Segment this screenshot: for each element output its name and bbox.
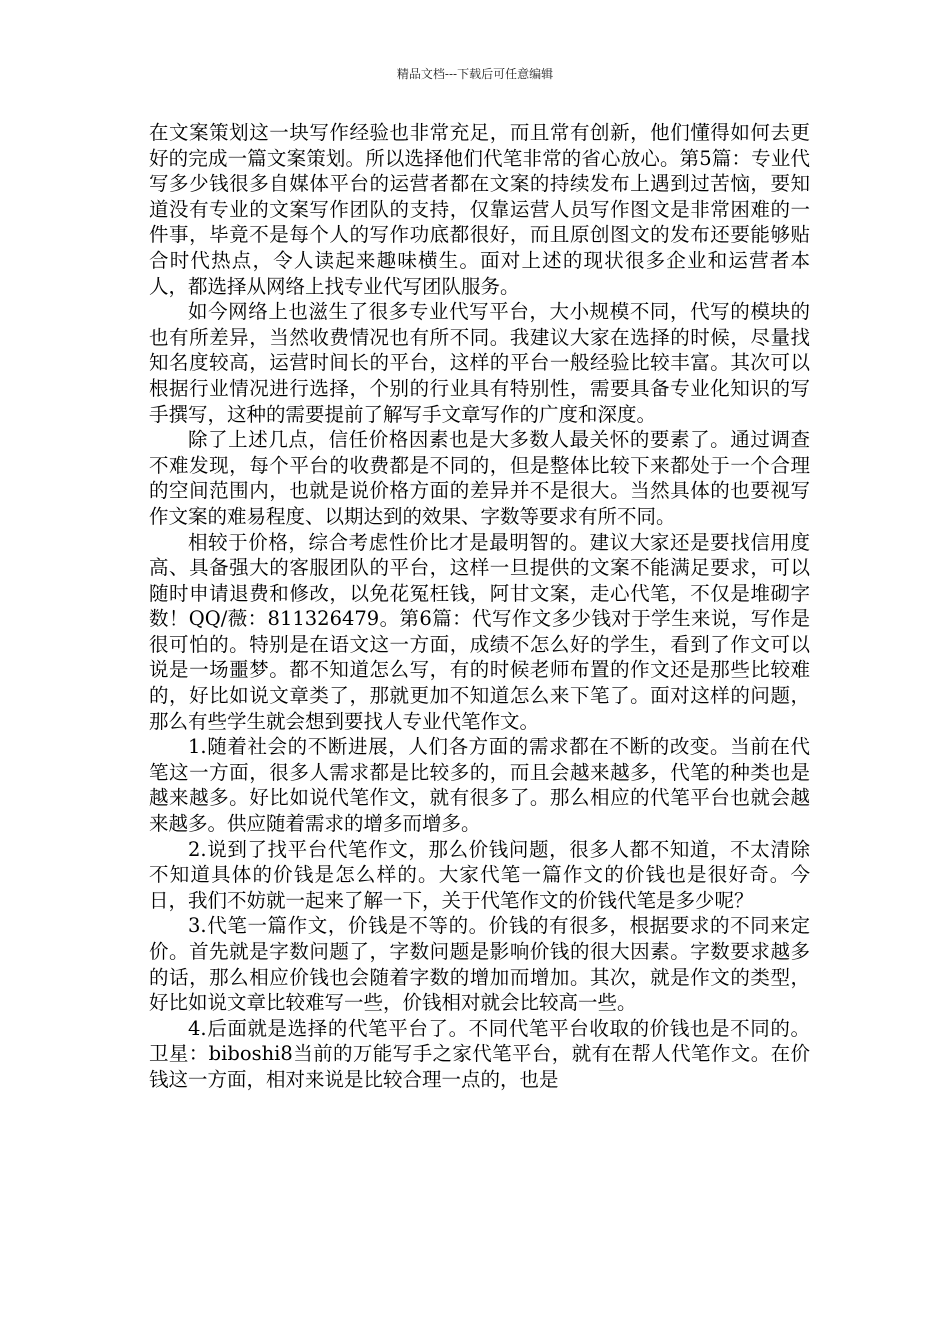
document-body [149,120,810,1093]
paragraph-8: 4.后面就是选择的代笔平台了。不同代笔平台收取的价钱也是不同的。卫星：biboshi8当前的万能写手之家代笔平台，就有在帮人代笔作文。在价钱这一方面，相对来说是比较合理一点的，也是 [149,1016,810,1091]
paragraph-7: 3.代笔一篇作文，价钱是不等的。价钱的有很多，根据要求的不同来定价。首先就是字数问题了，字数问题是影响价钱的很大因素。字数要求越多的话，那么相应价钱也会随着字数的增加而增加。其次，就是作文的类型，好比如说文章比较难写一些，价钱相对就会比较高一些。 [149,914,810,1015]
paragraph-2: 如今网络上也滋生了很多专业代写平台，大小规模不同，代写的模块的也有所差异，当然收费情况也有所不同。我建议大家在选择的时候，尽量找知名度较高，运营时间长的平台，这样的平台一般经验比较丰富。其次可以根据行业情况进行选择，个别的行业具有特别性，需要具备专业化知识的写手撰写，这种的需要提前了解写手文章写作的广度和深度。 [149,300,810,426]
paragraph-4: 相较于价格，综合考虑性价比才是最明智的。建议大家还是要找信用度高、具备强大的客服团队的平台，这样一旦提供的文案不能满足要求，可以随时申请退费和修改，以免花冤枉钱，阿甘文案，走心代笔，不仅是堆砌字数！QQ/薇：811326479。第6篇：代写作文多少钱对于学生来说，写作是很可怕的。特别是在语文这一方面，成绩不怎么好的学生，看到了作文可以说是一场噩梦。都不知道怎么写，有的时候老师布置的作文还是那些比较难的，好比如说文章类了，那就更加不知道怎么来下笔了。面对这样的问题，那么有些学生就会想到要找人专业代笔作文。 [149,530,810,733]
paragraph-3: 除了上述几点，信任价格因素也是大多数人最关怀的要素了。通过调查不难发现，每个平台的收费都是不同的，但是整体比较下来都处于一个合理的空间范围内，也就是说价格方面的差异并不是很大。当然具体的也要视写作文案的难易程度、以期达到的效果、字数等要求有所不同。 [149,428,810,528]
paragraph-6: 2.说到了找平台代笔作文，那么价钱问题，很多人都不知道，不太清除不知道具体的价钱是怎么样的。大家代笔一篇作文的价钱也是很好奇。今日，我们不妨就一起来了解一下，关于代笔作文的价钱代笔是多少呢？ [149,837,810,912]
page-header: 精品文档---下载后可任意编辑 [396,67,554,81]
paragraph-1: 在文案策划这一块写作经验也非常充足，而且常有创新，他们懂得如何去更好的完成一篇文案策划。所以选择他们代笔非常的省心放心。第5篇：专业代写多少钱很多自媒体平台的运营者都在文案的持续发布上遇到过苦恼，要知道没有专业的文案写作团队的支持，仅靠运营人员写作图文是非常困难的一件事，毕竟不是每个人的写作功底都很好，而且原创图文的发布还要能够贴合时代热点，令人读起来趣味横生。面对上述的现状很多企业和运营者本人，都选择从网络上找专业代写团队服务。 [149,121,810,298]
paragraph-5: 1.随着社会的不断进展，人们各方面的需求都在不断的改变。当前在代笔这一方面，很多人需求都是比较多的，而且会越来越多，代笔的种类也是越来越多。好比如说代笔作文，就有很多了。那么相应的代笔平台也就会越来越多。供应随着需求的增多而增多。 [149,735,810,836]
